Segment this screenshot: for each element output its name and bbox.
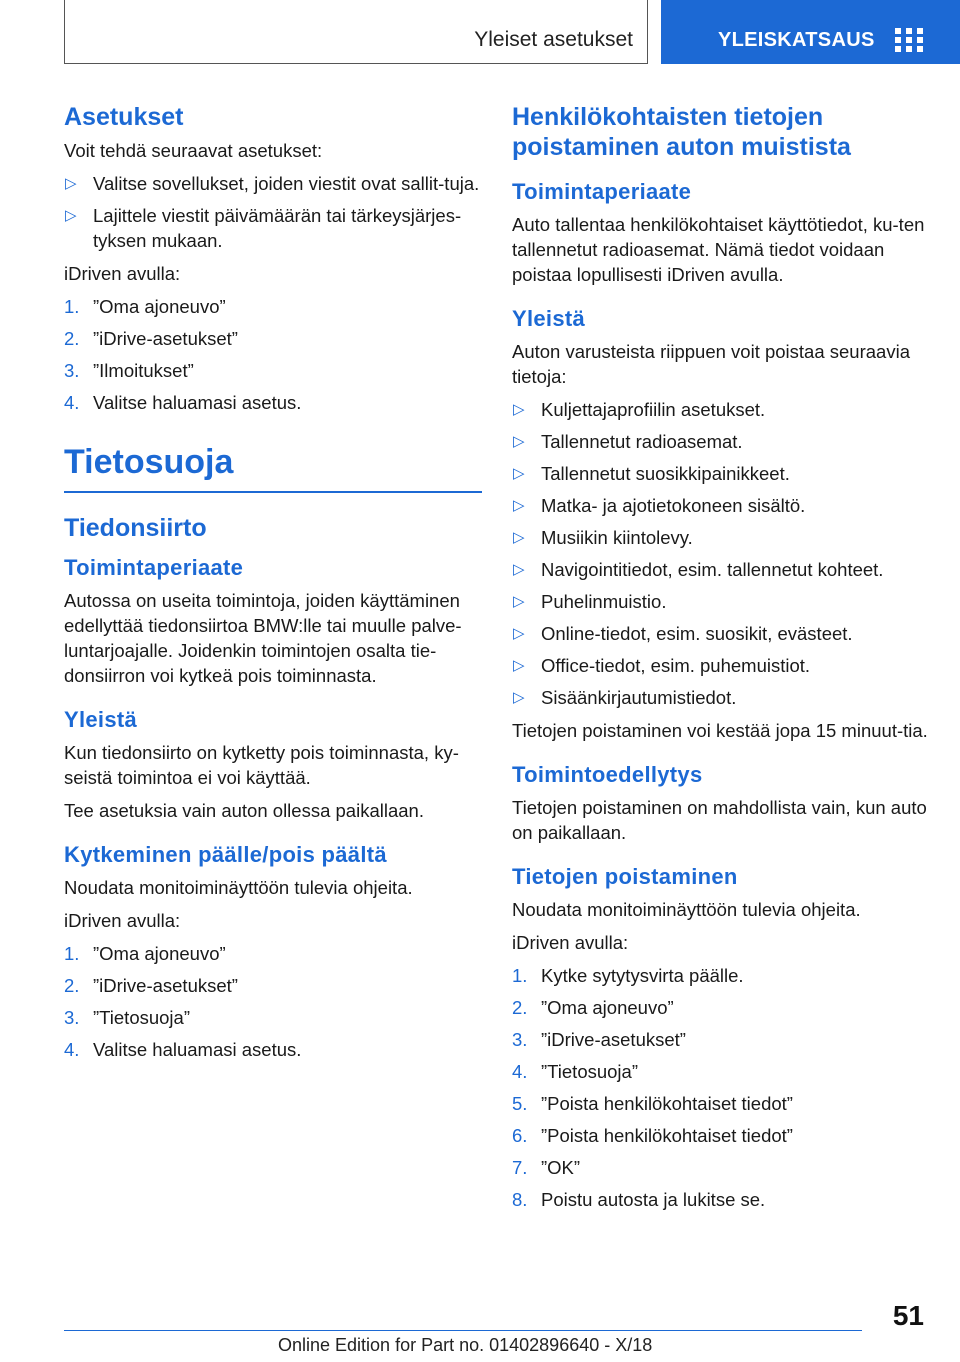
triangle-bullet-icon: ▷ (513, 689, 525, 706)
list-item: 2. ”iDrive-asetukset” (64, 328, 238, 349)
tiedonsiirto-steps (64, 941, 482, 1062)
triangle-bullet-icon: ▷ (513, 497, 525, 514)
deletable-data-list (512, 397, 932, 710)
subsection-title-principle: Toimintaperiaate (512, 179, 692, 204)
list-item: 4. Valitse haluamasi asetus. (64, 392, 302, 413)
duration-text: Tietojen poistaminen voi kestää jopa 15 minuut‐tia. (512, 720, 928, 741)
list-item: 5. ”Poista henkilökohtaiset tiedot” (512, 1093, 793, 1114)
list-item: ▷ Office-tiedot, esim. puhemuistiot. (513, 655, 811, 676)
list-item: ▷ Lajittele viestit päivämäärän tai tärkeysjärjes‐tyksen mukaan. (65, 205, 462, 251)
subsection-title-general: Yleistä (512, 306, 586, 331)
triangle-bullet-icon: ▷ (513, 401, 525, 418)
triangle-bullet-icon: ▷ (513, 433, 525, 450)
idrive-label: iDriven avulla: (512, 932, 629, 953)
list-item: ▷ Matka- ja ajotietokoneen sisältö. (513, 495, 806, 516)
asetukset-bullet-list (64, 171, 482, 253)
list-item: 1. Kytke sytytysvirta päälle. (512, 965, 744, 986)
list-item: ▷ Kuljettajaprofiilin asetukset. (513, 399, 766, 420)
idrive-label: iDriven avulla: (64, 910, 181, 931)
list-item: ▷ Valitse sovellukset, joiden viestit ovat sallit‐tuja. (65, 173, 480, 194)
subsection-title-switch: Kytkeminen päälle/pois päältä (64, 842, 387, 867)
triangle-bullet-icon: ▷ (513, 657, 525, 674)
header-section-title: Yleiset asetukset (474, 28, 633, 51)
subsection-title-general: Yleistä (64, 707, 138, 732)
list-item: 3. ”Ilmoitukset” (64, 360, 194, 381)
general-text-1: Kun tiedonsiirto on kytketty pois toiminnasta, ky‐seistä toimintoa ei voi käyttää. (64, 742, 459, 788)
delete-text: Noudata monitoiminäyttöön tulevia ohjeita. (512, 899, 861, 920)
asetukset-intro: Voit tehdä seuraavat asetukset: (64, 140, 323, 161)
switch-text: Noudata monitoiminäyttöön tulevia ohjeita. (64, 877, 413, 898)
left-column (64, 102, 482, 1070)
list-item: ▷ Online-tiedot, esim. suosikit, evästeet. (513, 623, 853, 644)
principle-text: Autossa on useita toimintoja, joiden käyttäminen edellyttää tiedonsiirtoa BMW:lle tai muulle palve‐luntarjoajalle. Joidenkin toimintojen osalta tie‐donsiirron voi kytkeä pois toiminnasta. (64, 590, 462, 686)
list-item: 8. Poistu autosta ja lukitse se. (512, 1189, 766, 1210)
triangle-bullet-icon: ▷ (513, 593, 525, 610)
list-item: 4. Valitse haluamasi asetus. (64, 1039, 302, 1060)
list-item: ▷ Puhelinmuistio. (513, 591, 667, 612)
delete-steps (512, 963, 932, 1212)
triangle-bullet-icon: ▷ (513, 561, 525, 578)
list-item: ▷ Musiikin kiintolevy. (513, 527, 693, 548)
header-section-box (64, 0, 648, 64)
page-number: 51 (892, 1300, 924, 1331)
asetukset-steps (64, 294, 482, 415)
chapter-title: Tietosuoja (64, 443, 234, 481)
header-overview-tab[interactable] (661, 0, 960, 64)
triangle-bullet-icon: ▷ (513, 465, 525, 482)
chapter-divider (64, 491, 482, 493)
triangle-bullet-icon: ▷ (513, 529, 525, 546)
general-text-2: Tee asetuksia vain auton ollessa paikallaan. (64, 800, 424, 821)
list-item: ▷ Tallennetut radioasemat. (513, 431, 743, 452)
list-item: 4. ”Tietosuoja” (512, 1061, 638, 1082)
requirement-text: Tietojen poistaminen on mahdollista vain, kun auto on paikallaan. (512, 797, 927, 843)
list-item: 1. ”Oma ajoneuvo” (64, 296, 226, 317)
section-title-asetukset: Asetukset (64, 103, 184, 131)
footer-edition: Online Edition for Part no. 01402896640 - X/18 (278, 1335, 653, 1355)
right-column (512, 102, 932, 1220)
subsection-title-principle: Toimintaperiaate (64, 555, 244, 580)
list-item: ▷ Tallennetut suosikkipainikkeet. (513, 463, 790, 484)
subsection-title-requirement: Toimintoedellytys (512, 762, 703, 787)
list-item: 3. ”Tietosuoja” (64, 1007, 190, 1028)
list-item: 2. ”Oma ajoneuvo” (512, 997, 674, 1018)
idrive-label: iDriven avulla: (64, 263, 181, 284)
list-item: 2. ”iDrive-asetukset” (64, 975, 238, 996)
subsection-title-delete: Tietojen poistaminen (512, 864, 738, 889)
list-item: ▷ Sisäänkirjautumistiedot. (513, 687, 737, 708)
list-item: 3. ”iDrive-asetukset” (512, 1029, 686, 1050)
grid-icon[interactable] (895, 28, 923, 52)
list-item: 6. ”Poista henkilökohtaiset tiedot” (512, 1125, 793, 1146)
triangle-bullet-icon: ▷ (65, 175, 77, 192)
list-item: 7. ”OK” (512, 1157, 581, 1178)
section-title-personal-data: Henkilökohtaisten tietojen poistaminen auton muistista (512, 103, 851, 161)
footer-divider (64, 1330, 862, 1331)
triangle-bullet-icon: ▷ (513, 625, 525, 642)
triangle-bullet-icon: ▷ (65, 207, 77, 224)
header-tab-label: YLEISKATSAUS (718, 29, 875, 51)
principle-text: Auto tallentaa henkilökohtaiset käyttötiedot, ku‐ten tallennetut radioasemat. Nämä tiedot voidaan poistaa lopullisesti iDriven avulla. (512, 214, 925, 285)
general-text: Auton varusteista riippuen voit poistaa seuraavia tietoja: (512, 341, 910, 387)
section-title-tiedonsiirto: Tiedonsiirto (64, 514, 207, 542)
list-item: ▷ Navigointitiedot, esim. tallennetut kohteet. (513, 559, 884, 580)
list-item: 1. ”Oma ajoneuvo” (64, 943, 226, 964)
